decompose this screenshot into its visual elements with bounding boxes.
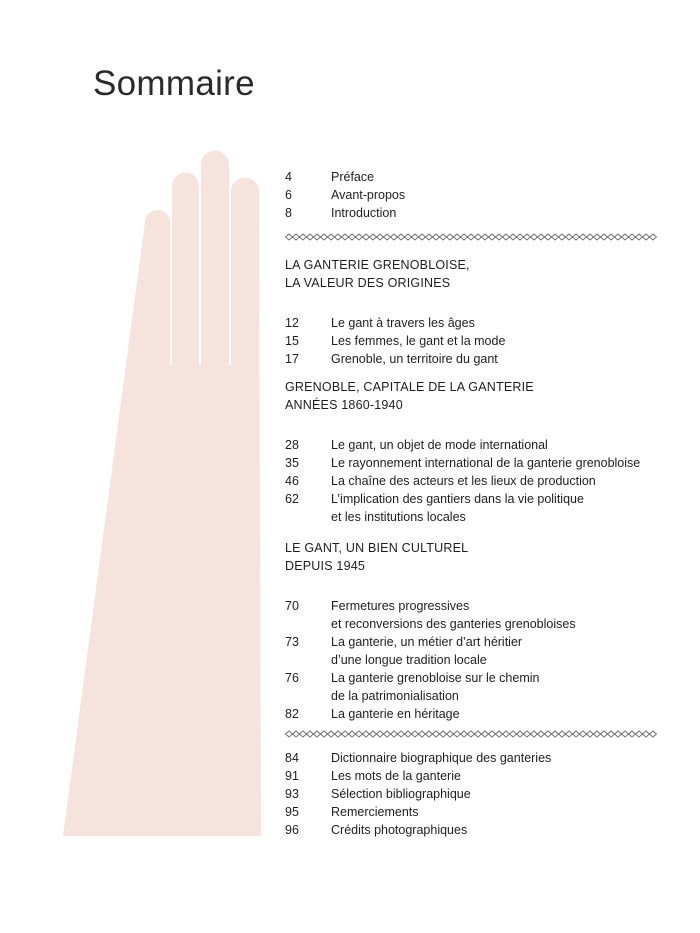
section-heading: LE GANT, UN BIEN CULTUREL	[285, 541, 469, 555]
page-number: 17	[285, 352, 299, 366]
section-heading: ANNÉES 1860-1940	[285, 398, 403, 412]
ornament-divider	[285, 233, 657, 241]
entry-title: Préface	[331, 170, 375, 184]
page-number: 91	[285, 769, 299, 783]
entry-title: et les institutions locales	[331, 510, 466, 524]
entry-title: Le rayonnement international de la ganterie grenobloise	[331, 456, 641, 470]
page-title: Sommaire	[93, 64, 255, 103]
entry-title: Dictionnaire biographique des ganteries	[331, 751, 552, 765]
page-number: 8	[285, 206, 292, 220]
ornament-divider	[285, 730, 657, 738]
entry-title: Grenoble, un territoire du gant	[331, 352, 498, 366]
entry-title: Introduction	[331, 206, 397, 220]
entry-title: Fermetures progressives	[331, 599, 470, 613]
page-number: 84	[285, 751, 299, 765]
page-number: 6	[285, 188, 292, 202]
page-number: 76	[285, 671, 299, 685]
page-number: 73	[285, 635, 299, 649]
page-number: 46	[285, 474, 299, 488]
page-number: 96	[285, 823, 299, 837]
section-heading: GRENOBLE, CAPITALE DE LA GANTERIE	[285, 380, 534, 394]
entry-title: Le gant à travers les âges	[331, 316, 475, 330]
entry-title: L’implication des gantiers dans la vie politique	[331, 492, 584, 506]
page-number: 35	[285, 456, 299, 470]
page-number: 82	[285, 707, 299, 721]
section-heading: DEPUIS 1945	[285, 559, 366, 573]
page-number: 93	[285, 787, 299, 801]
page-number: 28	[285, 438, 299, 452]
entry-title: La ganterie grenobloise sur le chemin	[331, 671, 540, 685]
entry-title: Le gant, un objet de mode international	[331, 438, 548, 452]
page-number: 15	[285, 334, 299, 348]
entry-title: et reconversions des ganteries grenobloises	[331, 617, 576, 631]
entry-title: Sélection bibliographique	[331, 787, 471, 801]
entry-title: Crédits photographiques	[331, 823, 468, 837]
section-heading: LA GANTERIE GRENOBLOISE,	[285, 258, 470, 272]
entry-title: La chaîne des acteurs et les lieux de production	[331, 474, 596, 488]
page-number: 62	[285, 492, 299, 506]
page-number: 95	[285, 805, 299, 819]
section-heading: LA VALEUR DES ORIGINES	[285, 276, 451, 290]
entry-title: Les femmes, le gant et la mode	[331, 334, 506, 348]
entry-title: Remerciements	[331, 805, 419, 819]
entry-title: de la patrimonialisation	[331, 689, 459, 703]
page-number: 12	[285, 316, 299, 330]
page-number: 70	[285, 599, 299, 613]
entry-title: d’une longue tradition locale	[331, 653, 487, 667]
page-number: 4	[285, 170, 292, 184]
entry-title: Avant-propos	[331, 188, 406, 202]
entry-title: La ganterie, un métier d’art héritier	[331, 635, 523, 649]
entry-title: Les mots de la ganterie	[331, 769, 461, 783]
entry-title: La ganterie en héritage	[331, 707, 460, 721]
